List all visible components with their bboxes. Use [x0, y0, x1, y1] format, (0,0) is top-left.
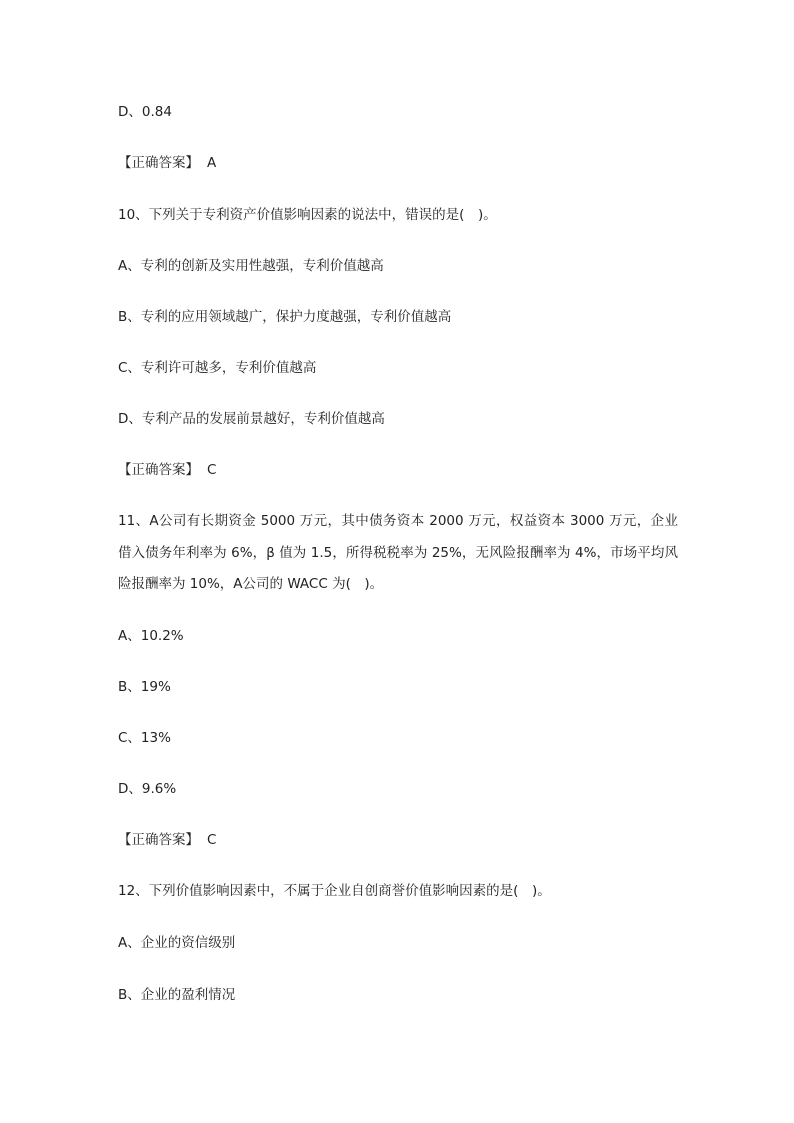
q11-question: 11、A公司有长期资金 5000 万元，其中债务资本 2000 万元，权益资本 3000 万元，企业借入债务年利率为 6%，β 值为 1.5，所得税税率为 25%，无风险报酬率为 4%，市场平均风险报酬率为 10%，A公司的 WACC 为( )。 [118, 513, 678, 592]
q12-option-a: A、企业的资信级别 [118, 935, 236, 951]
q11-option-c: C、13% [118, 730, 171, 746]
q9-answer-label: 【正确答案】 [118, 155, 199, 171]
q10-option-d: D、专利产品的发展前景越好，专利价值越高 [118, 411, 385, 427]
q10-option-c: C、专利许可越多，专利价值越高 [118, 360, 317, 376]
q11-answer [118, 830, 216, 850]
q10-option-a: A、专利的创新及实用性越强，专利价值越高 [118, 258, 384, 274]
q10-answer-label: 【正确答案】 [118, 462, 199, 478]
q11-answer-value: C [207, 832, 217, 848]
q9-answer [118, 153, 216, 173]
q12-question: 12、下列价值影响因素中，不属于企业自创商誉价值影响因素的是( )。 [118, 883, 551, 899]
q10-option-b: B、专利的应用领域越广，保护力度越强，专利价值越高 [118, 309, 452, 325]
q9-option-d: D、0.84 [118, 104, 172, 120]
q10-answer [118, 460, 216, 480]
q12-option-b: B、企业的盈利情况 [118, 987, 236, 1003]
q11-answer-label: 【正确答案】 [118, 832, 199, 848]
q10-question: 10、下列关于专利资产价值影响因素的说法中，错误的是( )。 [118, 207, 497, 223]
q9-answer-value: A [207, 155, 217, 171]
q11-option-a: A、10.2% [118, 628, 184, 644]
q11-option-b: B、19% [118, 679, 171, 695]
q11-option-d: D、9.6% [118, 781, 177, 797]
q10-answer-value: C [207, 462, 217, 478]
